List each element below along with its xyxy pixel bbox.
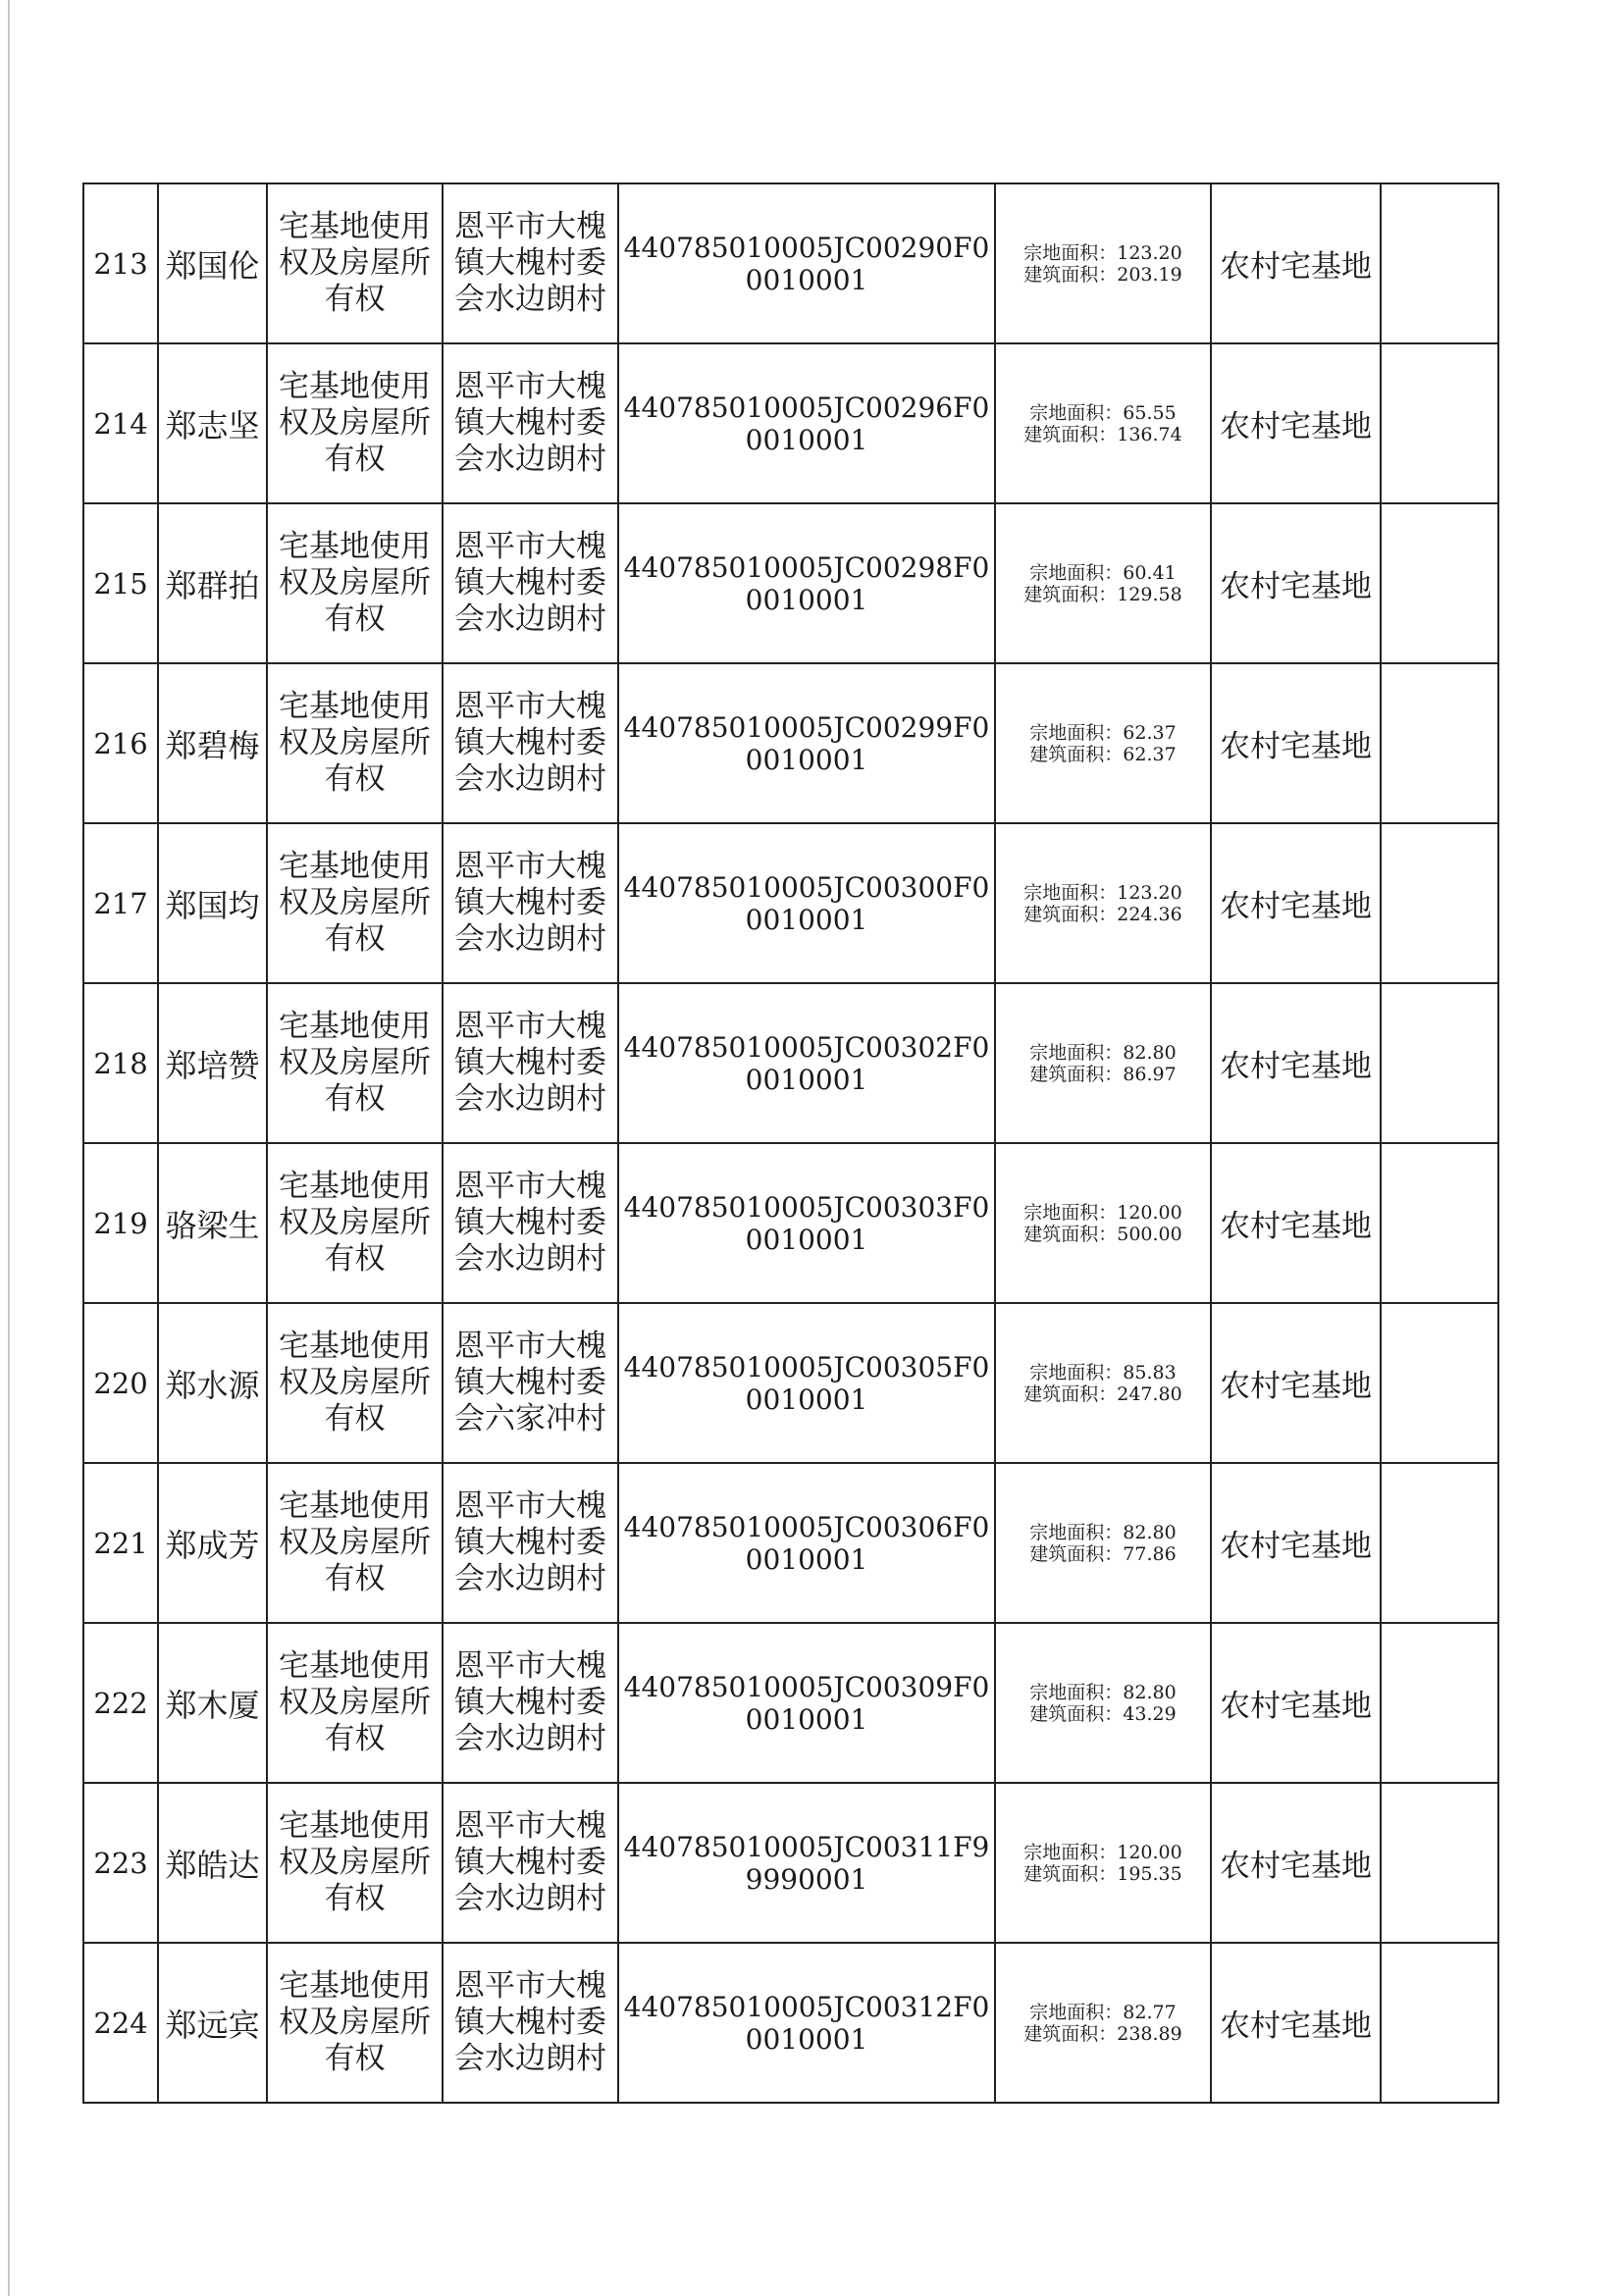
table-row: [83, 1303, 1498, 1463]
right-type: 宅基地使用权及房屋所有权: [267, 1943, 443, 2103]
scan-edge-line: [8, 0, 10, 2296]
area-cell: [995, 183, 1211, 343]
land-use: 农村宅基地: [1211, 503, 1381, 663]
table-row: [83, 1783, 1498, 1943]
right-type: 宅基地使用权及房屋所有权: [267, 183, 443, 343]
property-location: 恩平市大槐镇大槐村委会水边朗村: [443, 983, 618, 1143]
site-area: 宗地面积：82.80: [1029, 1521, 1177, 1543]
table-row: [83, 663, 1498, 823]
unit-code: 440785010005JC00299F00010001: [618, 663, 995, 823]
table-row: [83, 983, 1498, 1143]
row-number: 216: [83, 663, 158, 823]
site-area: 宗地面积：82.77: [1029, 2001, 1177, 2023]
land-use: 农村宅基地: [1211, 343, 1381, 503]
right-type: 宅基地使用权及房屋所有权: [267, 1783, 443, 1943]
building-area: 建筑面积：500.00: [1023, 1223, 1182, 1245]
building-area: 建筑面积：224.36: [1023, 903, 1182, 925]
unit-code: 440785010005JC00306F00010001: [618, 1463, 995, 1623]
land-use: 农村宅基地: [1211, 1303, 1381, 1463]
right-type: 宅基地使用权及房屋所有权: [267, 663, 443, 823]
remark-cell: [1381, 1143, 1498, 1303]
property-location: 恩平市大槐镇大槐村委会水边朗村: [443, 1783, 618, 1943]
remark-cell: [1381, 343, 1498, 503]
owner-name: 郑成芳: [158, 1463, 267, 1623]
building-area: 建筑面积：43.29: [1029, 1702, 1177, 1725]
building-area: 建筑面积：203.19: [1023, 263, 1182, 286]
site-area: 宗地面积：82.80: [1029, 1041, 1177, 1064]
row-number: 213: [83, 183, 158, 343]
area-cell: [995, 983, 1211, 1143]
row-number: 220: [83, 1303, 158, 1463]
site-area: 宗地面积：60.41: [1029, 561, 1177, 584]
building-area: 建筑面积：77.86: [1029, 1542, 1177, 1565]
owner-name: 郑培赞: [158, 983, 267, 1143]
right-type: 宅基地使用权及房屋所有权: [267, 1463, 443, 1623]
right-type: 宅基地使用权及房屋所有权: [267, 1303, 443, 1463]
area-cell: [995, 1943, 1211, 2103]
unit-code: 440785010005JC00311F99990001: [618, 1783, 995, 1943]
right-type: 宅基地使用权及房屋所有权: [267, 503, 443, 663]
row-number: 222: [83, 1623, 158, 1783]
remark-cell: [1381, 1623, 1498, 1783]
remark-cell: [1381, 1463, 1498, 1623]
table-row: [83, 1943, 1498, 2103]
table-row: [83, 1463, 1498, 1623]
site-area: 宗地面积：82.80: [1029, 1681, 1177, 1703]
remark-cell: [1381, 983, 1498, 1143]
row-number: 217: [83, 823, 158, 983]
owner-name: 郑皓达: [158, 1783, 267, 1943]
remark-cell: [1381, 823, 1498, 983]
right-type: 宅基地使用权及房屋所有权: [267, 1143, 443, 1303]
land-use: 农村宅基地: [1211, 1623, 1381, 1783]
owner-name: 郑远宾: [158, 1943, 267, 2103]
building-area: 建筑面积：136.74: [1023, 423, 1182, 445]
unit-code: 440785010005JC00305F00010001: [618, 1303, 995, 1463]
site-area: 宗地面积：120.00: [1023, 1841, 1182, 1863]
area-cell: [995, 1463, 1211, 1623]
property-location: 恩平市大槐镇大槐村委会水边朗村: [443, 1943, 618, 2103]
remark-cell: [1381, 503, 1498, 663]
property-location: 恩平市大槐镇大槐村委会水边朗村: [443, 503, 618, 663]
area-cell: [995, 343, 1211, 503]
property-location: 恩平市大槐镇大槐村委会水边朗村: [443, 663, 618, 823]
unit-code: 440785010005JC00296F00010001: [618, 343, 995, 503]
site-area: 宗地面积：123.20: [1023, 881, 1182, 904]
remark-cell: [1381, 1783, 1498, 1943]
row-number: 219: [83, 1143, 158, 1303]
unit-code: 440785010005JC00303F00010001: [618, 1143, 995, 1303]
site-area: 宗地面积：62.37: [1029, 721, 1177, 744]
building-area: 建筑面积：62.37: [1029, 743, 1177, 765]
unit-code: 440785010005JC00300F00010001: [618, 823, 995, 983]
area-cell: [995, 1783, 1211, 1943]
right-type: 宅基地使用权及房屋所有权: [267, 823, 443, 983]
site-area: 宗地面积：120.00: [1023, 1201, 1182, 1224]
owner-name: 郑碧梅: [158, 663, 267, 823]
remark-cell: [1381, 1943, 1498, 2103]
building-area: 建筑面积：238.89: [1023, 2022, 1182, 2045]
area-cell: [995, 823, 1211, 983]
unit-code: 440785010005JC00309F00010001: [618, 1623, 995, 1783]
owner-name: 郑水源: [158, 1303, 267, 1463]
owner-name: 郑国伦: [158, 183, 267, 343]
owner-name: 郑志坚: [158, 343, 267, 503]
property-location: 恩平市大槐镇大槐村委会水边朗村: [443, 1463, 618, 1623]
building-area: 建筑面积：129.58: [1023, 583, 1182, 605]
row-number: 223: [83, 1783, 158, 1943]
unit-code: 440785010005JC00312F00010001: [618, 1943, 995, 2103]
right-type: 宅基地使用权及房屋所有权: [267, 983, 443, 1143]
property-location: 恩平市大槐镇大槐村委会水边朗村: [443, 183, 618, 343]
area-cell: [995, 1303, 1211, 1463]
site-area: 宗地面积：65.55: [1029, 401, 1177, 424]
table-row: [83, 1623, 1498, 1783]
table-row: [83, 183, 1498, 343]
owner-name: 郑木厦: [158, 1623, 267, 1783]
building-area: 建筑面积：247.80: [1023, 1383, 1182, 1405]
area-cell: [995, 1143, 1211, 1303]
right-type: 宅基地使用权及房屋所有权: [267, 1623, 443, 1783]
remark-cell: [1381, 663, 1498, 823]
land-use: 农村宅基地: [1211, 1463, 1381, 1623]
row-number: 221: [83, 1463, 158, 1623]
property-location: 恩平市大槐镇大槐村委会水边朗村: [443, 1143, 618, 1303]
table-row: [83, 1143, 1498, 1303]
unit-code: 440785010005JC00290F00010001: [618, 183, 995, 343]
land-use: 农村宅基地: [1211, 1143, 1381, 1303]
row-number: 214: [83, 343, 158, 503]
building-area: 建筑面积：86.97: [1029, 1063, 1177, 1085]
property-location: 恩平市大槐镇大槐村委会六家冲村: [443, 1303, 618, 1463]
registration-table: [82, 183, 1499, 2104]
property-location: 恩平市大槐镇大槐村委会水边朗村: [443, 1623, 618, 1783]
owner-name: 郑群拍: [158, 503, 267, 663]
unit-code: 440785010005JC00298F00010001: [618, 503, 995, 663]
land-use: 农村宅基地: [1211, 983, 1381, 1143]
land-use: 农村宅基地: [1211, 823, 1381, 983]
property-location: 恩平市大槐镇大槐村委会水边朗村: [443, 343, 618, 503]
remark-cell: [1381, 183, 1498, 343]
table-row: [83, 343, 1498, 503]
remark-cell: [1381, 1303, 1498, 1463]
row-number: 218: [83, 983, 158, 1143]
land-use: 农村宅基地: [1211, 183, 1381, 343]
right-type: 宅基地使用权及房屋所有权: [267, 343, 443, 503]
area-cell: [995, 663, 1211, 823]
unit-code: 440785010005JC00302F00010001: [618, 983, 995, 1143]
table-row: [83, 503, 1498, 663]
owner-name: 骆梁生: [158, 1143, 267, 1303]
site-area: 宗地面积：85.83: [1029, 1361, 1177, 1383]
owner-name: 郑国均: [158, 823, 267, 983]
land-use: 农村宅基地: [1211, 663, 1381, 823]
building-area: 建筑面积：195.35: [1023, 1862, 1182, 1885]
land-use: 农村宅基地: [1211, 1943, 1381, 2103]
row-number: 215: [83, 503, 158, 663]
row-number: 224: [83, 1943, 158, 2103]
area-cell: [995, 1623, 1211, 1783]
area-cell: [995, 503, 1211, 663]
table-body: [83, 183, 1498, 2103]
land-use: 农村宅基地: [1211, 1783, 1381, 1943]
table-row: [83, 823, 1498, 983]
property-location: 恩平市大槐镇大槐村委会水边朗村: [443, 823, 618, 983]
site-area: 宗地面积：123.20: [1023, 241, 1182, 264]
